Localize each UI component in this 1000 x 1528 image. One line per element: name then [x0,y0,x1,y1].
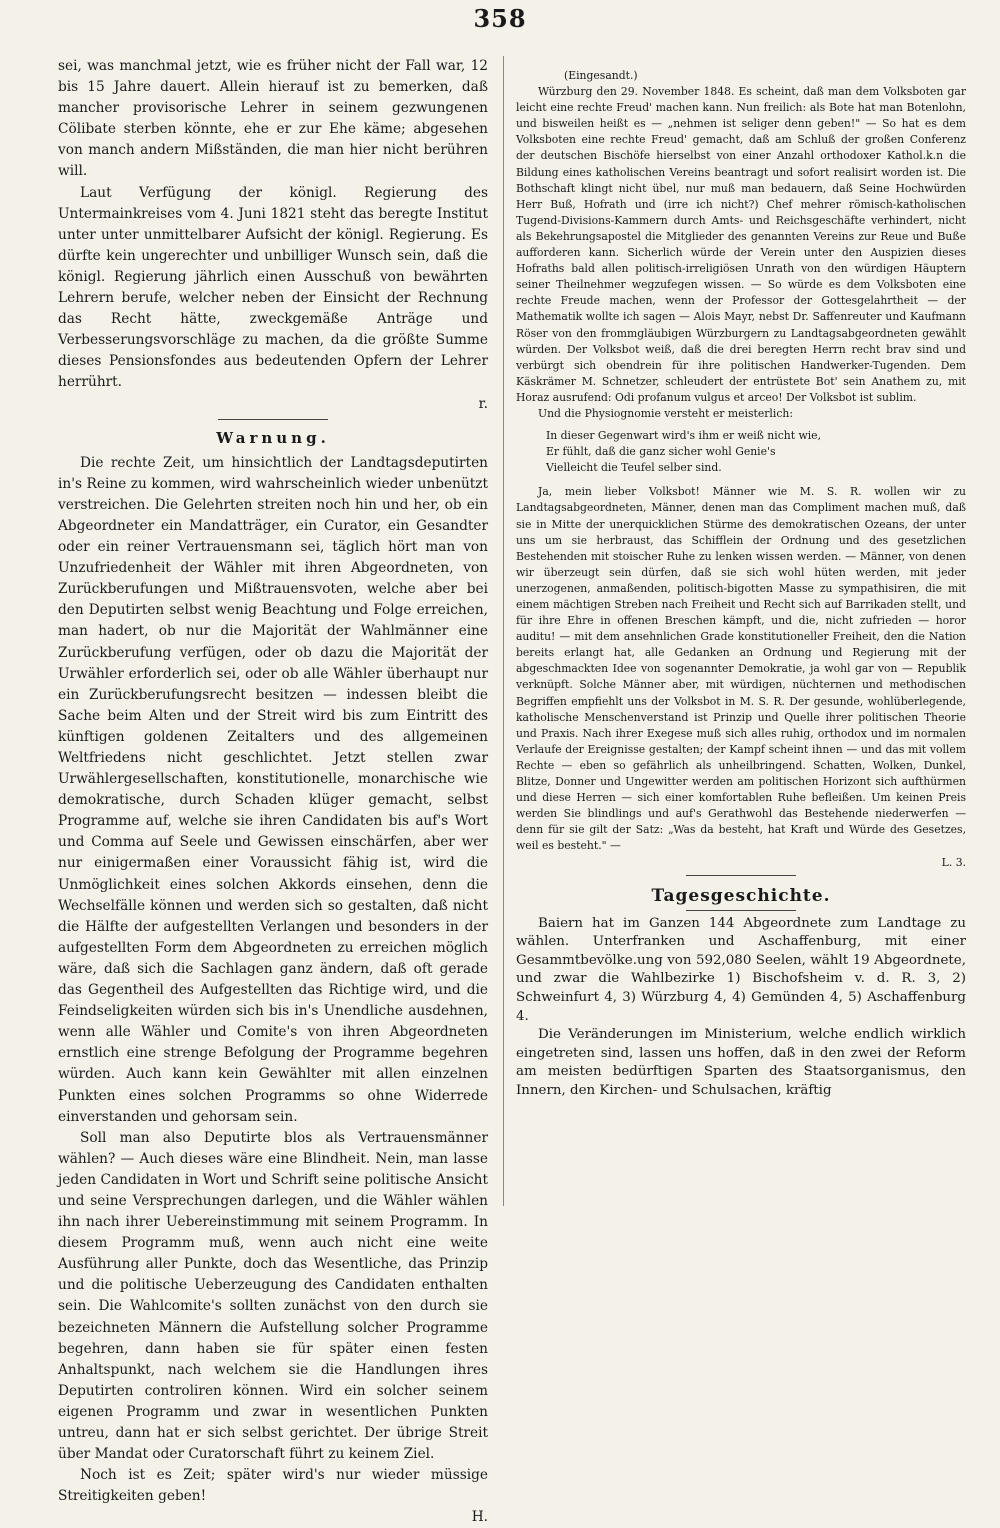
signature: r. [478,395,488,412]
paragraph: Die Veränderungen im Ministerium, welche endlich wirklich eingetreten sind, lassen uns hoffen, daß in den zwei der Reform am meisten bedürftigen Sparten des Staatsorganismus, den Innern, den Kirchen- und Schulsachen, kräftig [516,1027,966,1099]
paragraph: Laut Verfügung der königl. Regierung des Untermainkreises vom 4. Juni 1821 steht das beregte Institut unter unter unmittelbarer Aufsicht der königl. Regierung. Es dürfte kein ungerechter und unbilliger Wunsch sein, daß die königl. Regierung jährlich einen Ausschuß von bewährten Lehrern berufe, welcher neben der Einsicht der Rechnung das Recht hätte, zweckgemäße Anträge und Verbesserungsvorschläge zu machen, da die größte Summe dieses Pensionsfondes aus bedeutenden Opfern der Lehrer herrührt. [58,184,488,391]
section-divider [686,910,796,911]
label-eingesandt: (Eingesandt.) [564,69,638,82]
section-heading: Tagesgeschichte. [651,885,831,906]
section-divider [218,419,328,420]
paragraph: Soll man also Deputirte blos als Vertrauensmänner wählen? — Auch dieses wäre eine Blindheit. Nein, man lasse jeden Candidaten in Wort und Schrift seine politische Ansicht und seine Versprechungen darlegen, und die Wähler wählen ihn nach ihrer Uebereinstimmung mit seinem Programm. In diesem Programm muß, wenn auch nicht eine weite Ausführung aller Punkte, doch das Wesentliche, das Prinzip und die politische Ueberzeugung des Candidaten enthalten sein. Die Wahlcomite's sollten zunächst von den durch sie bezeichneten Männern die Aufstellung solcher Programme begehren, dann haben sie für später einen festen Anhaltspunkt, nach welchem sie die Handlungen ihres Deputirten controliren können. Wird ein solcher seinem eigenen Programm und zwar in wesentlichen Punkten untreu, dann hat er sich selbst gerichtet. Der übrige Streit über Mandat oder Curatorschaft führt zu keinem Ziel. [58,1129,488,1463]
right-column [516,69,966,1101]
paragraph: Die rechte Zeit, um hinsichtlich der Landtagsdeputirten in's Reine zu kommen, wird wahrscheinlich wieder unbenützt verstreichen. Die Gelehrten streiten noch hin und her, ob ein Abgeordneter ein Mandatträger, ein Curator, ein Gesandter oder ein reiner Vertrauensmann sei, täglich hört man von Unzufriedenheit der Wähler mit ihren Abgeordneten, von Zurückberufungen und Mißtrauensvoten, welche aber bei den Deputirten selbst wenig Beachtung und Folge erreichen, man hadert, ob nur die Majorität der Wahlmänner eine Zurückberufung verfügen, oder ob dazu die Majorität der Urwähler erforderlich sei, oder ob alle Wähler überhaupt nur ein Zurückberufungsrecht besitzen — indessen bleibt die Sache beim Alten und der Streit wird bis zum Eintritt des künftigen goldenen Zeitalters und des allgemeinen Weltfriedens nicht geschlichtet. Jetzt stellen zwar Urwählergesellschaften, konstitutionelle, monarchische wie demokratische, durch Schaden klüger gemacht, selbst Programme auf, welche sie ihren Candidaten bis auf's Wort und Comma auf Seele und Gewissen einschärfen, aber wer nur einigermaßen einer Voraussicht fähig ist, wird die Unmöglichkeit eines solchen Akkords einsehen, denn die Wechselfälle können und werden sich so gestalten, daß nicht die Hälfte der aufgestellten Verlangen und besonders in der aufgestellten Form dem Abgeordneten zu erreichen möglich wäre, daß sich die Sachlagen ganz ändern, daß oft gerade das Gegentheil des Aufgestellten das Richtige wird, und die Feindseligkeiten würden sich bis in's Unendliche ausdehnen, wenn alle Wähler und Comite's von ihren Abgeordneten ernstlich eine strenge Befolgung der Programme begehren würden. Auch kann kein Gewählter mit allen einzelnen Punkten eines solchen Programms so ohne Widerrede einverstanden und gehorsam sein. [58,454,488,1125]
signature: L. 3. [941,855,966,869]
poem-line: Er fühlt, daß die ganz sicher wohl Genie's [546,445,776,459]
paragraph: Baiern hat im Ganzen 144 Abgeordnete zum Landtage zu wählen. Unterfranken und Aschaffenburg, mit einer Gesammtbevölke.ung von 592,080 Seelen, wählt 19 Abgeordnete, und zwar die Wahlbezirke 1) Bischofsheim v. d. R. 3, 2) Schweinfurt 4, 3) Würzburg 4, 4) Gemünden 4, 5) Aschaffenburg 4. [516,915,966,1024]
section-divider [686,875,796,876]
paragraph: Würzburg den 29. November 1848. Es scheint, daß man dem Volksboten gar leicht eine rechte Freud' machen kann. Nun freilich: als Bote hat man Botenlohn, und bisweilen heißt es — „nehmen ist seliger denn geben!" — So hat es dem Volksboten eine rechte Freud' gemacht, daß am Schluß der großen Conferenz der deutschen Bischöfe hierselbst von einer Anzahl orthodoxer Kathol.k.n die Bildung eines katholischen Vereins beantragt und sofort realisirt worden ist. Die Bothschaft klingt nicht übel, nur muß man bedauern, daß Seine Hochwürden Herr Buß, Hofrath und (irre ich nicht?) Chef mehrer römisch-katholischen Tugend-Divisions-Kammern durch Amts- und Reichsgeschäfte verhindert, nicht als Bekehrungsapostel die Mitglieder des genannten Vereins zur Reue und Buße aufforderen kann. Sicherlich würde der Verein unter den Auspizien dieses Hofraths bald allen politisch-irreligiösen Unrath von den würdigen Häuptern seiner Theilnehmer wegzufegen wissen. — So würde es dem Volksboten eine rechte Freude machen, wenn der Professor der Gottesgelahrtheit — der Mathematik wollte ich sagen — Alois Mayr, nebst Dr. Saffenreuter und Kaufmann Röser von den frommgläubigen Würzburgern zu Landtagsabgeordneten gewählt würden. Der Volksbot weiß, daß die drei beregten Herrn recht brav sind und verbürgt sich obendrein für ihre politischen Handwerker-Tugenden. Dem Käskrämer M. Schnetzer, schleudert der entrüstete Bot' sein Anathem zu, mit Horaz ausrufend: Odi profanum vulgus et arceo! Der Volksbot ist sublim. [516,85,966,404]
poem-intro: Und die Physiognomie versteht er meisterlich: [538,406,793,420]
paragraph: Noch ist es Zeit; später wird's nur wieder müssige Streitigkeiten geben! [58,1467,488,1505]
poem-line: Vielleicht die Teufel selber sind. [546,461,722,475]
section-heading: Warnung. [216,428,330,447]
poem [546,428,966,476]
poem-line: In dieser Gegenwart wird's ihm er weiß nicht wie, [546,429,821,443]
left-column [58,56,488,1528]
paragraph: Ja, mein lieber Volksbot! Männer wie M. S. R. wollen wir zu Landtagsabgeordneten, Männer, denen man das Compliment machen muß, daß sie in Mitte der unerquicklichen Stürme des demokratischen Ozeans, der unter uns um sie herbraust, das Schifflein der Ordnung und des gesetzlichen Bestehenden mit stoischer Ruhe zu lenken wissen werden. — Männer, von denen wir überzeugt sein dürfen, daß sie sich wohl hüten werden, mit jeder unerzogenen, anmaßenden, politisch-bigotten Masse zu sympathisiren, die mit einem mächtigen Streben nach Freiheit und Recht sich auf Barrikaden stellt, und für ihre Ehre in offenen Breschen kämpft, und die, nicht zufrieden — horor auditu! — mit dem ansehnlichen Grade konstitutioneller Freiheit, den die Nation bereits erlangt hat, alle Gedanken an Ordnung und Regierung mit der abgeschmackten Idee von sogenannter Demokratie, ja wohl gar von — Republik verknüpft. Solche Männer aber, mit würdigen, nüchternen und methodischen Begriffen empfiehlt uns der Volksbot in M. S. R. Der gesunde, wohlüberlegende, katholische Menschenverstand ist Prinzip und Quelle ihrer politischen Theorie und Praxis. Nach ihrer Exegese muß sich alles ruhig, orthodox und im normalen Verlaufe der Ereignisse gestalten; der Kampf scheint ihnen — und das mit vollem Rechte — eben so gefährlich als unheilbringend. Schatten, Wolken, Dunkel, Blitze, Donner und Ungewitter werden am politischen Horizont sich aufthürmen und diese Herren — sich einer komfortablen Ruhe befleißen. Um keinen Preis werden Sie blindlings und auf's Gerathwohl das Bestehende niederwerfen — denn für sie gilt der Satz: „Was da besteht, hat Kraft und Würde des Gesetzes, weil es besteht." — [516,485,966,853]
paragraph: sei, was manchmal jetzt, wie es früher nicht der Fall war, 12 bis 15 Jahre dauert. Allein hierauf ist zu bemerken, daß mancher provisorische Lehrer in seinem gezwungenen Cölibate sterben könnte, ehe er zur Ehe käme; abgesehen von manch andern Mißständen, die man hier nicht berühren will. [58,58,488,180]
page-number: 358 [473,4,527,33]
signature: H. [471,1509,488,1526]
column-divider [503,56,504,1206]
